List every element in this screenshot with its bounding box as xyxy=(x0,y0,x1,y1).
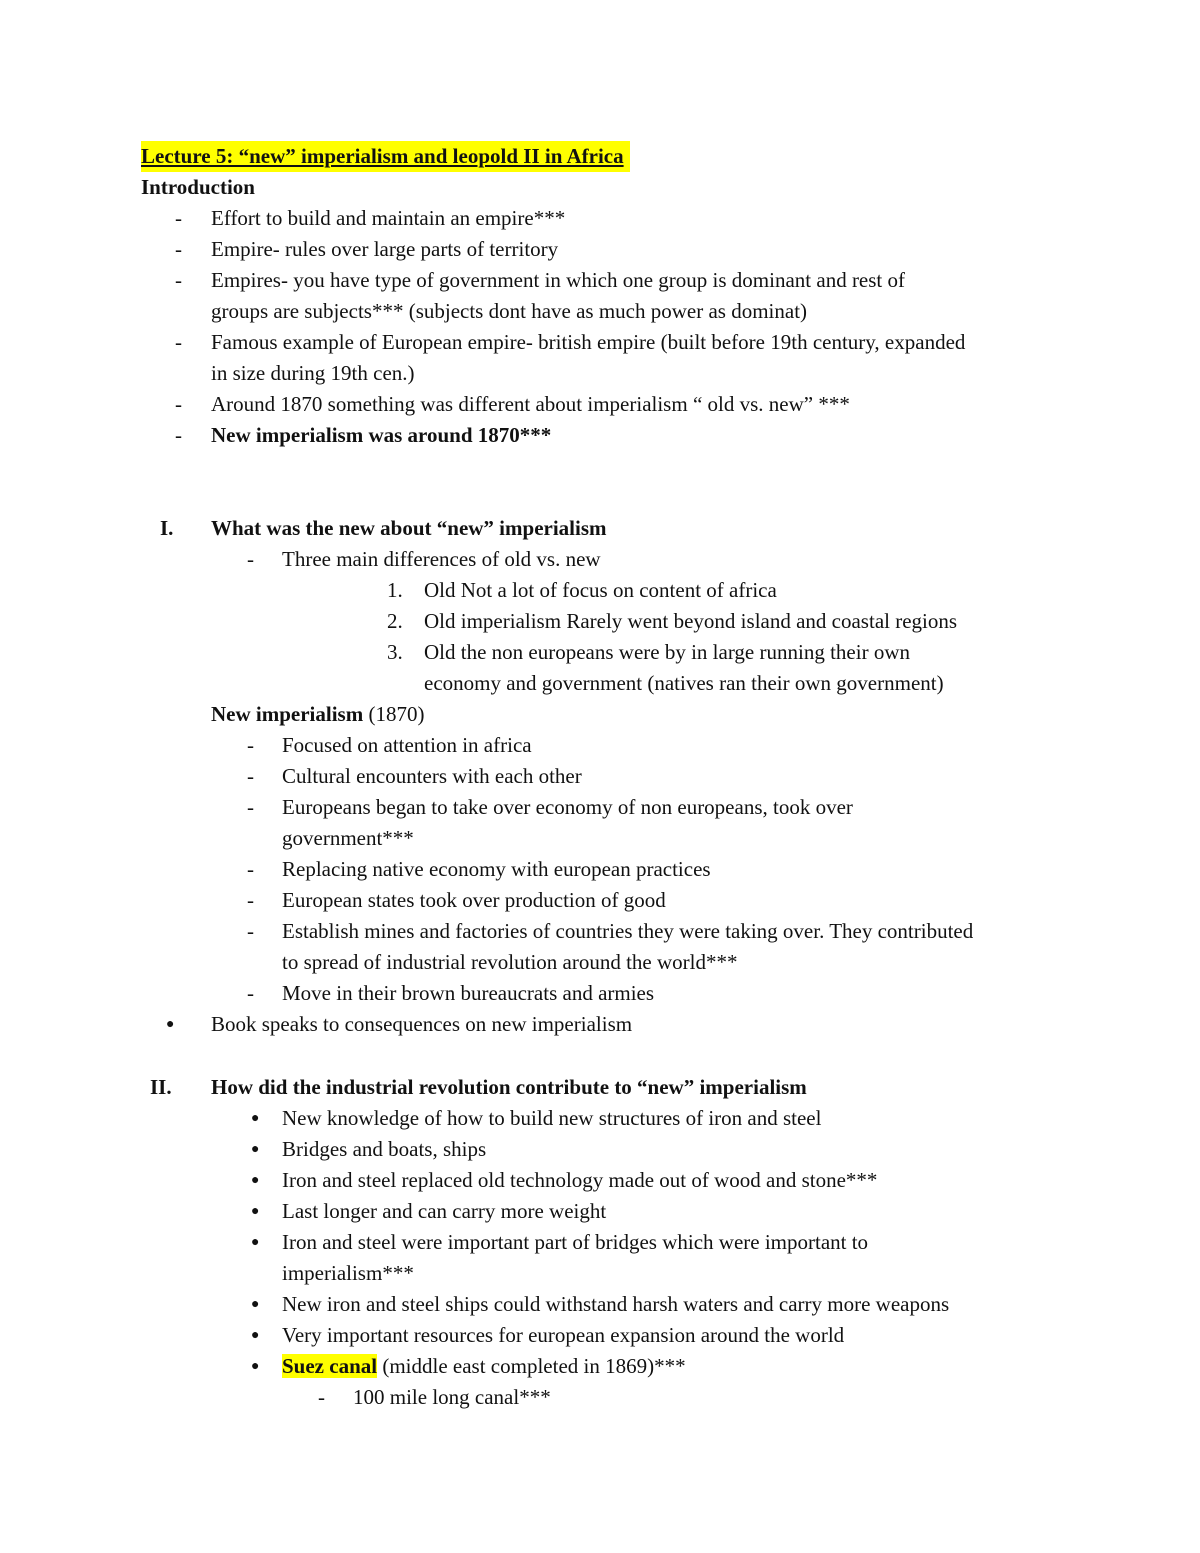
bullet-marker: ● xyxy=(251,1359,260,1374)
suez-highlight: Suez canal xyxy=(282,1354,378,1378)
intro-item: Famous example of European empire- british empire (built before 19th century, expanded xyxy=(211,330,966,354)
new-item: Focused on attention in africa xyxy=(282,733,532,757)
new-item-continued: government*** xyxy=(282,826,414,850)
dash-marker: - xyxy=(247,547,254,571)
dash-marker: - xyxy=(175,268,182,292)
suez-item xyxy=(282,1351,686,1382)
bullet-marker: ● xyxy=(251,1142,260,1157)
bullet-item: Iron and steel were important part of bridges which were important to xyxy=(282,1230,869,1254)
new-item: Move in their brown bureaucrats and armies xyxy=(282,981,655,1005)
new-item-continued: to spread of industrial revolution around the world*** xyxy=(282,950,738,974)
section-heading: How did the industrial revolution contribute to “new” imperialism xyxy=(211,1075,807,1099)
bullet-note: Book speaks to consequences on new imperialism xyxy=(211,1012,633,1036)
new-item: European states took over production of good xyxy=(282,888,666,912)
bullet-marker: ● xyxy=(251,1328,260,1343)
bullet-marker: ● xyxy=(166,1017,175,1032)
subsection-heading-rest: (1870) xyxy=(363,702,425,726)
numbered-item: Old the non europeans were by in large running their own xyxy=(424,640,910,664)
list-number: 1. xyxy=(387,578,403,602)
bullet-marker: ● xyxy=(251,1111,260,1126)
new-item: Replacing native economy with european practices xyxy=(282,857,711,881)
intro-item: Around 1870 something was different about imperialism “ old vs. new” *** xyxy=(211,392,850,416)
new-item: Cultural encounters with each other xyxy=(282,764,582,788)
dash-marker: - xyxy=(175,206,182,230)
dash-marker: - xyxy=(247,857,254,881)
dash-marker: - xyxy=(247,981,254,1005)
dash-marker: - xyxy=(318,1385,325,1409)
bullet-item-continued: imperialism*** xyxy=(282,1261,414,1285)
subsection-heading xyxy=(211,699,424,730)
bullet-marker: ● xyxy=(251,1235,260,1250)
intro-item: Empire- rules over large parts of territory xyxy=(211,237,559,261)
bullet-item: Very important resources for european expansion around the world xyxy=(282,1323,845,1347)
intro-item-continued: groups are subjects*** (subjects dont have as much power as dominat) xyxy=(211,299,808,323)
new-item: Establish mines and factories of countries they were taking over. They contributed xyxy=(282,919,974,943)
bullet-item: New knowledge of how to build new structures of iron and steel xyxy=(282,1106,822,1130)
section-numeral: II. xyxy=(150,1075,172,1099)
page-title: Lecture 5: “new” imperialism and leopold II in Africa xyxy=(141,141,630,172)
numbered-item: Old imperialism Rarely went beyond island and coastal regions xyxy=(424,609,958,633)
numbered-item: Old Not a lot of focus on content of africa xyxy=(424,578,777,602)
dash-marker: - xyxy=(175,330,182,354)
dash-marker: - xyxy=(247,733,254,757)
dash-marker: - xyxy=(247,764,254,788)
bullet-item: Iron and steel replaced old technology made out of wood and stone*** xyxy=(282,1168,878,1192)
list-number: 3. xyxy=(387,640,403,664)
dash-marker: - xyxy=(247,795,254,819)
section-numeral: I. xyxy=(160,516,174,540)
dash-marker: - xyxy=(247,919,254,943)
bullet-marker: ● xyxy=(251,1173,260,1188)
list-number: 2. xyxy=(387,609,403,633)
new-item: Europeans began to take over economy of non europeans, took over xyxy=(282,795,853,819)
suez-subitem: 100 mile long canal*** xyxy=(353,1385,551,1409)
bullet-marker: ● xyxy=(251,1204,260,1219)
section-heading: What was the new about “new” imperialism xyxy=(211,516,607,540)
dash-marker: - xyxy=(247,888,254,912)
bullet-item: Bridges and boats, ships xyxy=(282,1137,487,1161)
dash-marker: - xyxy=(175,392,182,416)
dash-marker: - xyxy=(175,423,182,447)
bullet-item: New iron and steel ships could withstand harsh waters and carry more weapons xyxy=(282,1292,950,1316)
section-subitem: Three main differences of old vs. new xyxy=(282,547,601,571)
intro-item: Empires- you have type of government in which one group is dominant and rest of xyxy=(211,268,906,292)
subsection-heading-bold: New imperialism xyxy=(211,702,364,726)
bullet-marker: ● xyxy=(251,1297,260,1312)
intro-heading: Introduction xyxy=(141,175,255,199)
dash-marker: - xyxy=(175,237,182,261)
bullet-item: Last longer and can carry more weight xyxy=(282,1199,607,1223)
intro-item-bold: New imperialism was around 1870*** xyxy=(211,423,552,447)
numbered-item-continued: economy and government (natives ran their own government) xyxy=(424,671,944,695)
intro-item-continued: in size during 19th cen.) xyxy=(211,361,415,385)
intro-item: Effort to build and maintain an empire*** xyxy=(211,206,566,230)
suez-rest: (middle east completed in 1869)*** xyxy=(377,1354,686,1378)
